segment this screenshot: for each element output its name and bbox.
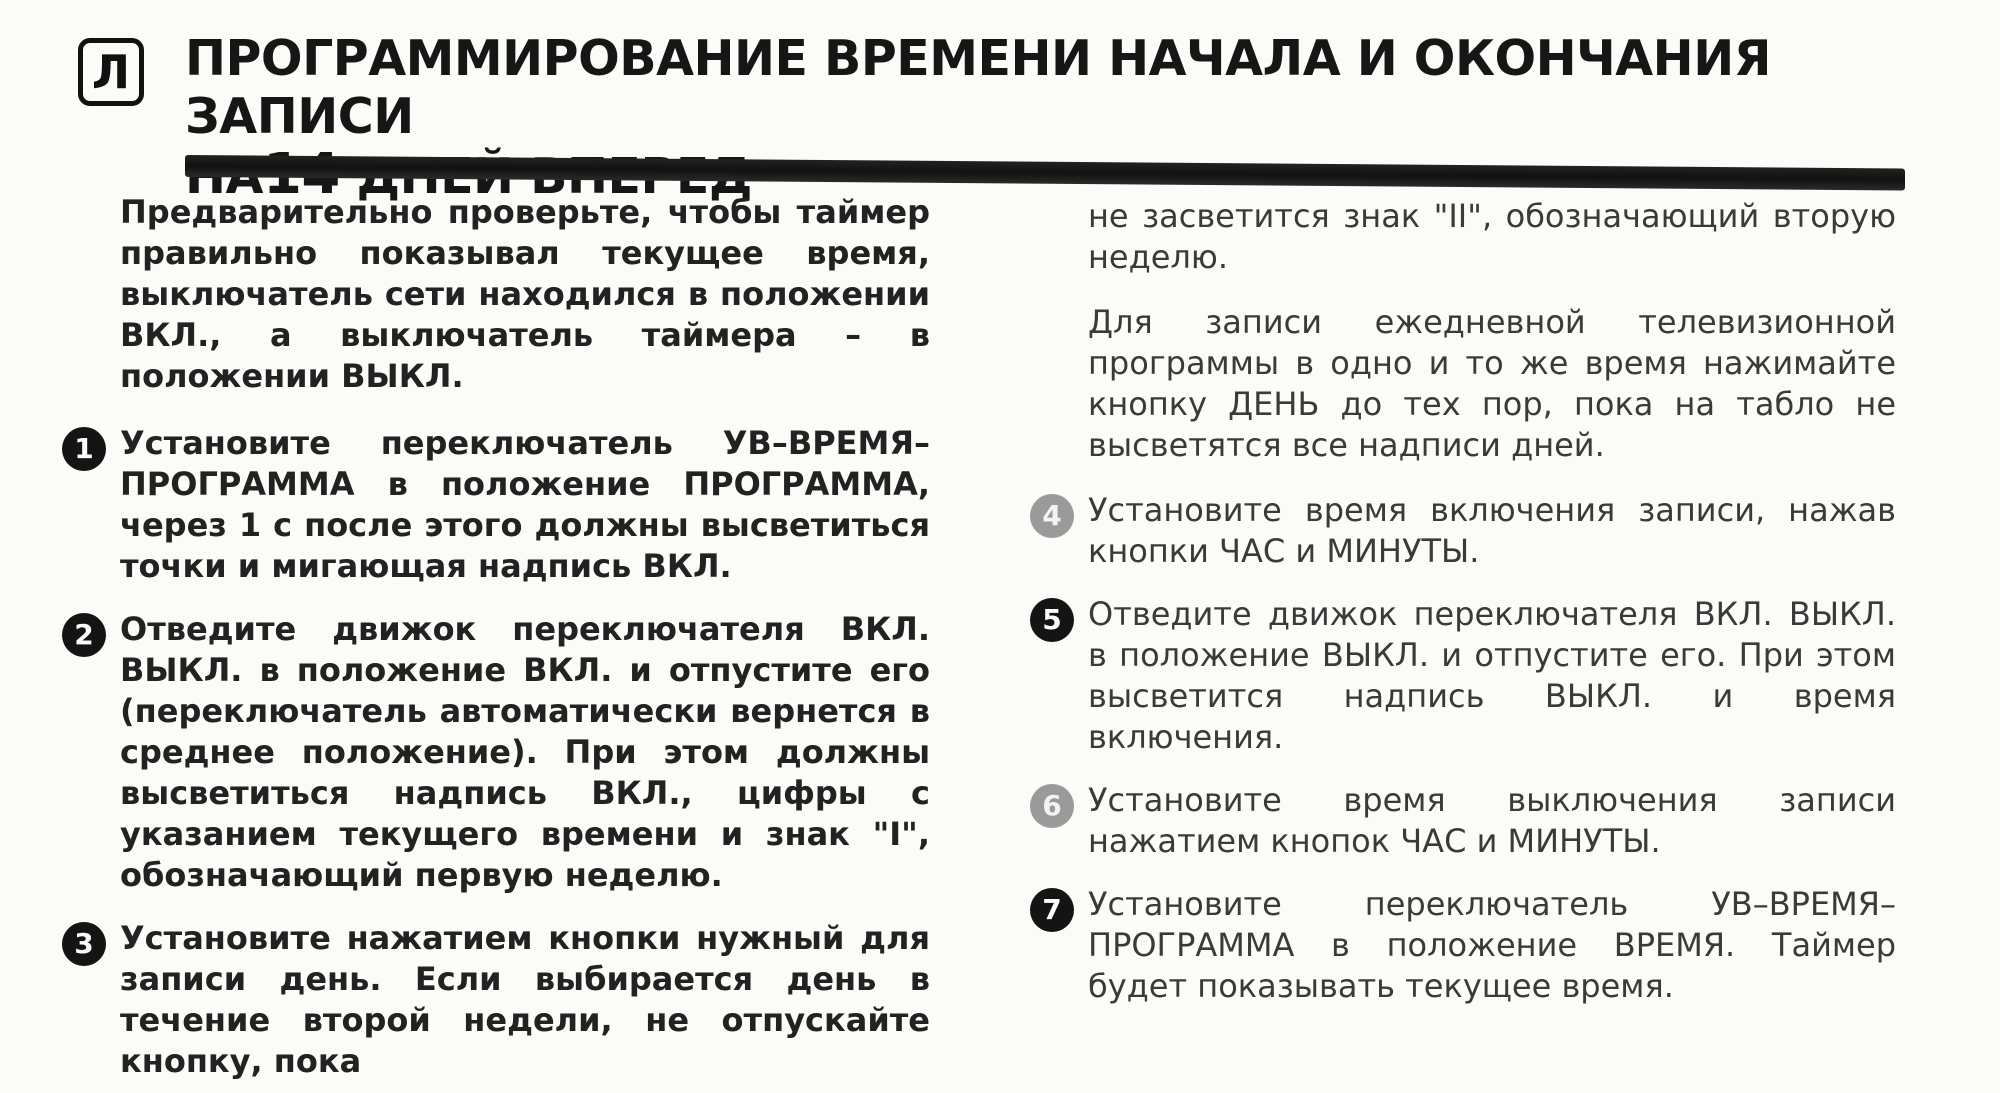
step-text: Установите нажатием кнопки нужный для записи день. Если выбирается день в течение второй недели, не отпускайте кнопку, пока [120,919,930,1080]
step-number-badge: 4 [1030,494,1074,538]
step-text: Отведите движок переключателя ВКЛ. ВЫКЛ. в положение ВЫКЛ. и отпустите его. При этом высветится надпись ВЫКЛ. и время включения. [1088,595,1896,756]
left-column [74,192,930,1093]
step-number-badge: 2 [62,613,106,657]
step-text: Отведите движок переключателя ВКЛ. ВЫКЛ. в положение ВКЛ. и отпустите его (переключатель автоматически вернется в среднее положение). При этом должны высветиться надпись ВКЛ., цифры с указанием текущего времени и знак "I", обозначающий первую неделю. [120,610,930,894]
step-text: Установите переключатель УВ–ВРЕМЯ–ПРОГРАММА в положение ПРОГРАММА, через 1 с после этого должны высветиться точки и мигающая надпись ВКЛ. [120,424,930,585]
step-2 [74,609,930,896]
step-number-badge: 5 [1030,598,1074,642]
intro-paragraph: Предварительно проверьте, чтобы таймер правильно показывал текущее время, выключатель сети находился в положении ВКЛ., а выключатель таймера – в положении ВЫКЛ. [120,193,930,395]
step-7 [1042,884,1896,1007]
step-5 [1042,594,1896,758]
daily-recording-note: Для записи ежедневной телевизионной программы в одно и то же время нажимайте кнопку ДЕНЬ до тех пор, пока на табло не высветятся все надписи дней. [1088,303,1896,464]
step-4 [1042,490,1896,572]
section-letter: Л [91,45,131,99]
step-6 [1042,780,1896,862]
step-text: Установите время выключения записи нажатием кнопок ЧАС и МИНУТЫ. [1088,781,1896,860]
step-text: Установите время включения записи, нажав кнопки ЧАС и МИНУТЫ. [1088,491,1896,570]
step-number-badge: 7 [1030,888,1074,932]
section-letter-badge [78,38,144,106]
step-number-badge: 1 [62,427,106,471]
step-number-badge: 3 [62,922,106,966]
step-3 [74,918,930,1082]
continuation-paragraph: не засветится знак "II", обозначающий вторую неделю. [1088,197,1896,276]
step-text: Установите переключатель УВ–ВРЕМЯ–ПРОГРАММА в положение ВРЕМЯ. Таймер будет показывать текущее время. [1088,885,1896,1005]
step-number-badge: 6 [1030,784,1074,828]
title-line-1: ПРОГРАММИРОВАНИЕ ВРЕМЕНИ НАЧАЛА И ОКОНЧАНИЯ ЗАПИСИ [185,30,1771,145]
right-column [1042,196,1896,1029]
step-1 [74,423,930,587]
